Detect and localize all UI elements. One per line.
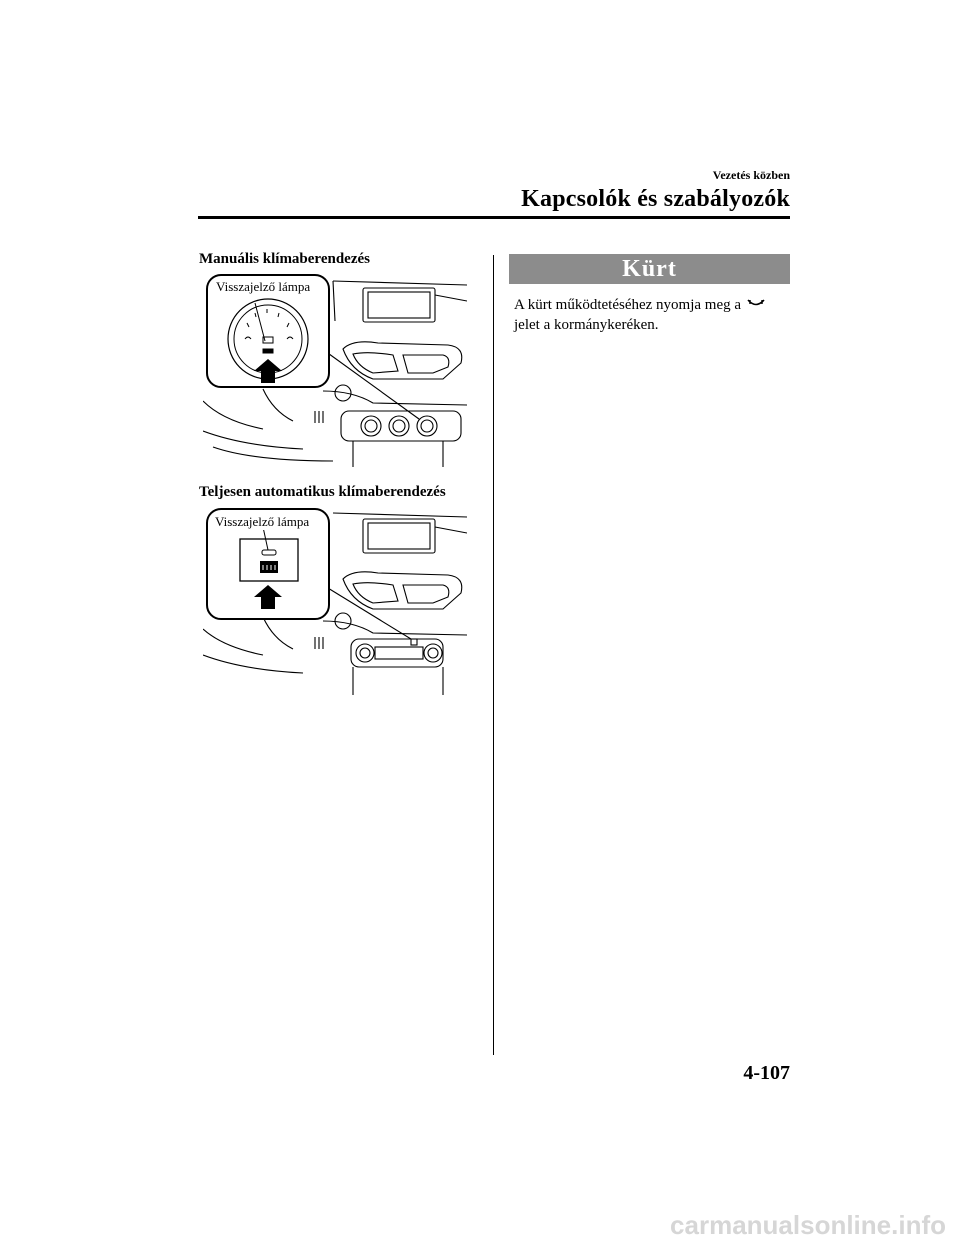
body-paragraph — [514, 295, 790, 335]
manual-climate-illustration — [203, 271, 467, 467]
figure-caption-manual: Manuális klímaberendezés — [199, 251, 370, 267]
callout-label-automatic: Visszajelző lámpa — [215, 514, 310, 529]
callout-label-manual: Visszajelző lámpa — [216, 279, 311, 294]
section-title: Kapcsolók és szabályozók — [521, 186, 790, 212]
watermark: carmanualsonline.info — [670, 1210, 946, 1240]
section-subtitle: Vezetés közben — [712, 168, 790, 182]
body-text-part2: jelet a kormánykeréken. — [514, 317, 659, 333]
body-text-part1: A kürt működtetéséhez nyomja meg a — [514, 297, 745, 313]
figure-caption-automatic: Teljesen automatikus klímaberendezés — [199, 484, 446, 500]
header-rule — [198, 216, 790, 219]
automatic-climate-illustration — [203, 505, 467, 695]
column-divider — [493, 255, 494, 1055]
section-banner-kurt: Kürt — [509, 254, 790, 284]
horn-icon — [747, 299, 765, 311]
page-number: 4-107 — [743, 1062, 790, 1084]
